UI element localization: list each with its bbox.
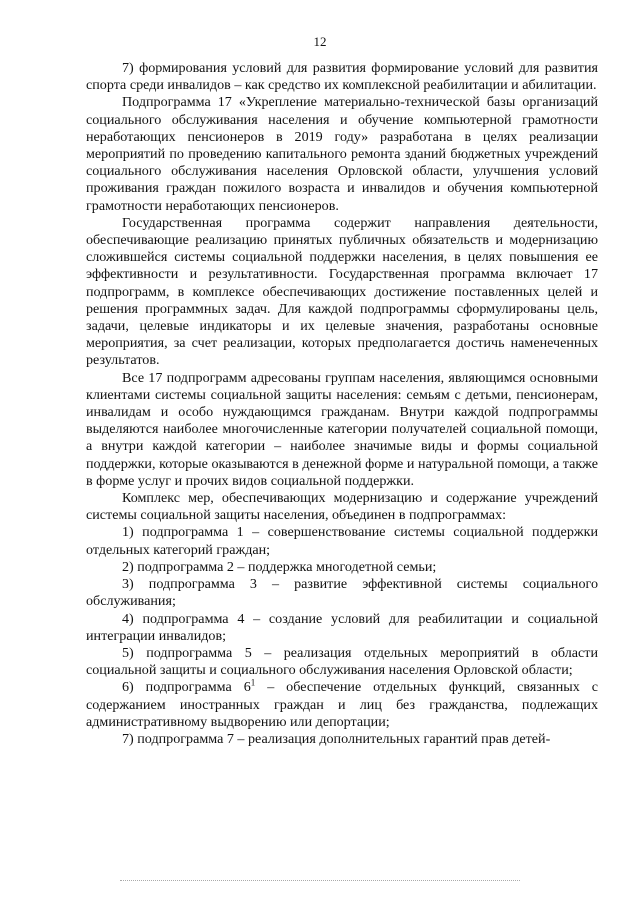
paragraph-all-17-subprograms: Все 17 подпрограмм адресованы группам населения, являющимся основными клиентами системы социальной защиты населения: семьям с детьми, пенсионерам, инвалидам и особо нуждающимся гражданам. Внутри каждой подпрограммы выделяются наиболее многочисленные категории получателей социальной помощи, а внутри каждой категории – наиболее значимые виды и формы социальной поддержки, которые оказываются в денежной форме и натуральной помощи, а также в форме услуг и прочих видов социальной поддержки. [86, 369, 598, 489]
paragraph-complex-measures: Комплекс мер, обеспечивающих модернизацию и содержание учреждений системы социальной защиты населения, объединен в подпрограммах: [86, 490, 598, 524]
paragraph-subprogram-17: Подпрограмма 17 «Укрепление материально-технической базы организаций социального обслуживания населения и обучение компьютерной грамотности неработающих пенсионеров в 2019 году» разработана в целях реализации мероприятий по проведению капитального ремонта зданий бюджетных учреждений социального обслуживания населения Орловской области, улучшения условий проживания граждан пожилого возраста и инвалидов и обучения компьютерной грамотности неработающих пенсионеров. [86, 94, 598, 214]
list-item-subprogram-6 [86, 679, 598, 731]
list-item-subprogram-4: 4) подпрограмма 4 – создание условий для реабилитации и социальной интеграции инвалидов; [86, 610, 598, 644]
page-number: 12 [313, 34, 327, 49]
list-item-subprogram-7: 7) подпрограмма 7 – реализация дополнительных гарантий прав детей- [122, 730, 551, 747]
list-item-subprogram-1: 1) подпрограмма 1 – совершенствование системы социальной поддержки отдельных категорий граждан; [86, 524, 598, 558]
item6-text: – обеспечение отдельных функций, связанных с содержанием иностранных граждан и лиц без гражданства, подлежащих административному выдворению или депортации; [86, 679, 599, 730]
scan-artifact-line [120, 880, 520, 882]
paragraph-state-program: Государственная программа содержит направления деятельности, обеспечивающие реализацию принятых публичных обязательств и модернизацию сложившейся системы социальной поддержки населения, в целях повышения ее эффективности и результативности. Государственная программа включает 17 подпрограмм, в комплексе обеспечивающих достижение поставленных целей и решения программных задач. Для каждой подпрограммы сформулированы цель, задачи, целевые индикаторы и их целевые значения, разработаны основные мероприятия, за счет реализации, которых предполагается достичь наменеченных результатов. [86, 214, 598, 369]
item6-prefix: 6) подпрограмма 6 [122, 679, 251, 696]
list-item-subprogram-3: 3) подпрограмма 3 – развитие эффективной системы социального обслуживания; [86, 576, 598, 610]
document-body [86, 60, 598, 748]
paragraph-item-7-conditions: 7) формирования условий для развития формирование условий для развития спорта среди инвалидов – как средство их комплексной реабилитации и абилитации. [86, 60, 598, 94]
list-item-subprogram-2: 2) подпрограмма 2 – поддержка многодетной семьи; [122, 558, 437, 575]
list-item-subprogram-5: 5) подпрограмма 5 – реализация отдельных мероприятий в области социальной защиты и социального обслуживания населения Орловской области; [86, 644, 598, 679]
item6-superscript: 1 [250, 677, 256, 688]
